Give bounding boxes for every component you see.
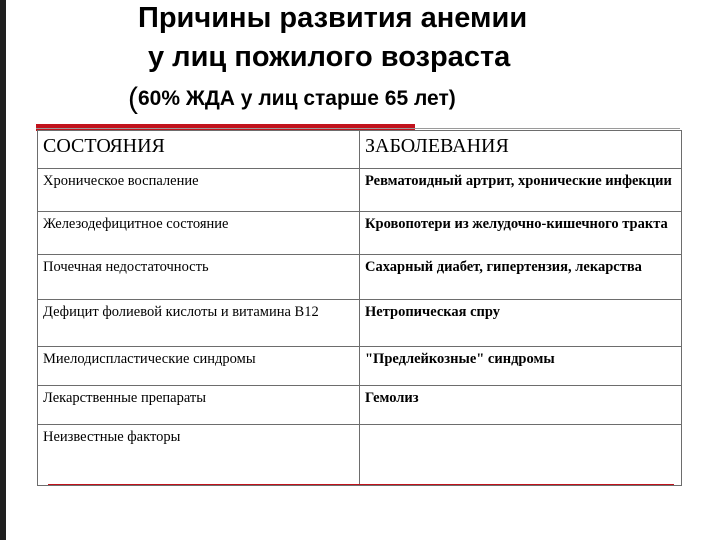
- title-line-3: [128, 82, 456, 116]
- disease-cell: Нетропическая спру: [360, 300, 682, 347]
- slide-left-border: [0, 0, 6, 540]
- header-diseases: ЗАБОЛЕВАНИЯ: [360, 131, 682, 169]
- disease-cell: Кровопотери из желудочно-кишечного тракта: [360, 212, 682, 255]
- title-line-3-text: 60% ЖДА у лиц старше 65 лет): [138, 87, 456, 110]
- table-row: [38, 300, 682, 347]
- disease-cell: Ревматоидный артрит, хронические инфекции: [360, 169, 682, 212]
- condition-cell: Дефицит фолиевой кислоты и витамина В12: [38, 300, 360, 347]
- table-row: [38, 169, 682, 212]
- title-line-1: Причины развития анемии: [138, 2, 528, 34]
- disease-cell: "Предлейкозные" синдромы: [360, 347, 682, 386]
- table-row: [38, 255, 682, 300]
- disease-cell: Сахарный диабет, гипертензия, лекарства: [360, 255, 682, 300]
- condition-cell: Хроническое воспаление: [38, 169, 360, 212]
- table-row: [38, 212, 682, 255]
- condition-cell: Миелодиспластические синдромы: [38, 347, 360, 386]
- bottom-red-line: [48, 484, 674, 485]
- disease-cell: Гемолиз: [360, 386, 682, 425]
- table-row: [38, 386, 682, 425]
- title-line-2: у лиц пожилого возраста: [148, 41, 511, 73]
- disease-cell: [360, 425, 682, 486]
- header-conditions: СОСТОЯНИЯ: [38, 131, 360, 169]
- table-header-row: [38, 131, 682, 169]
- table-row: [38, 425, 682, 486]
- causes-table: [37, 130, 680, 486]
- condition-cell: Неизвестные факторы: [38, 425, 360, 486]
- condition-cell: Почечная недостаточность: [38, 255, 360, 300]
- title-open-paren: (: [128, 82, 138, 115]
- condition-cell: Лекарственные препараты: [38, 386, 360, 425]
- table-row: [38, 347, 682, 386]
- grey-divider: [36, 128, 680, 129]
- condition-cell: Железодефицитное состояние: [38, 212, 360, 255]
